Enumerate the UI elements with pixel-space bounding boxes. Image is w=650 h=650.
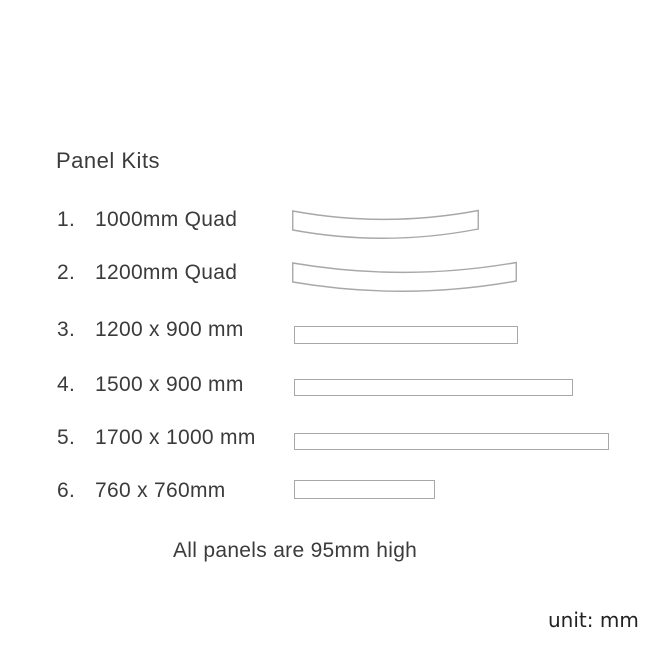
- panels-height-note: All panels are 95mm high: [173, 539, 418, 562]
- item-number: 4.: [57, 373, 76, 396]
- panel-shape-rectangle: [294, 480, 435, 499]
- item-label: 1000mm Quad: [95, 208, 238, 231]
- page-title: Panel Kits: [56, 148, 161, 173]
- item-label: 760 x 760mm: [95, 479, 226, 502]
- item-label: 1200mm Quad: [95, 261, 238, 284]
- item-label: 1200 x 900 mm: [95, 318, 244, 341]
- item-number: 2.: [57, 261, 76, 284]
- unit-label: unit: mm: [548, 608, 639, 632]
- item-label: 1500 x 900 mm: [95, 373, 244, 396]
- item-number: 5.: [57, 426, 76, 449]
- item-number: 6.: [57, 479, 76, 502]
- item-label: 1700 x 1000 mm: [95, 426, 256, 449]
- panel-shape-rectangle: [294, 433, 609, 450]
- panel-shape-curved-quad: [292, 262, 517, 293]
- panel-shape-rectangle: [294, 326, 518, 344]
- item-number: 3.: [57, 318, 76, 341]
- panel-shape-curved-quad: [292, 210, 479, 240]
- item-number: 1.: [57, 208, 76, 231]
- panel-shape-rectangle: [294, 379, 573, 396]
